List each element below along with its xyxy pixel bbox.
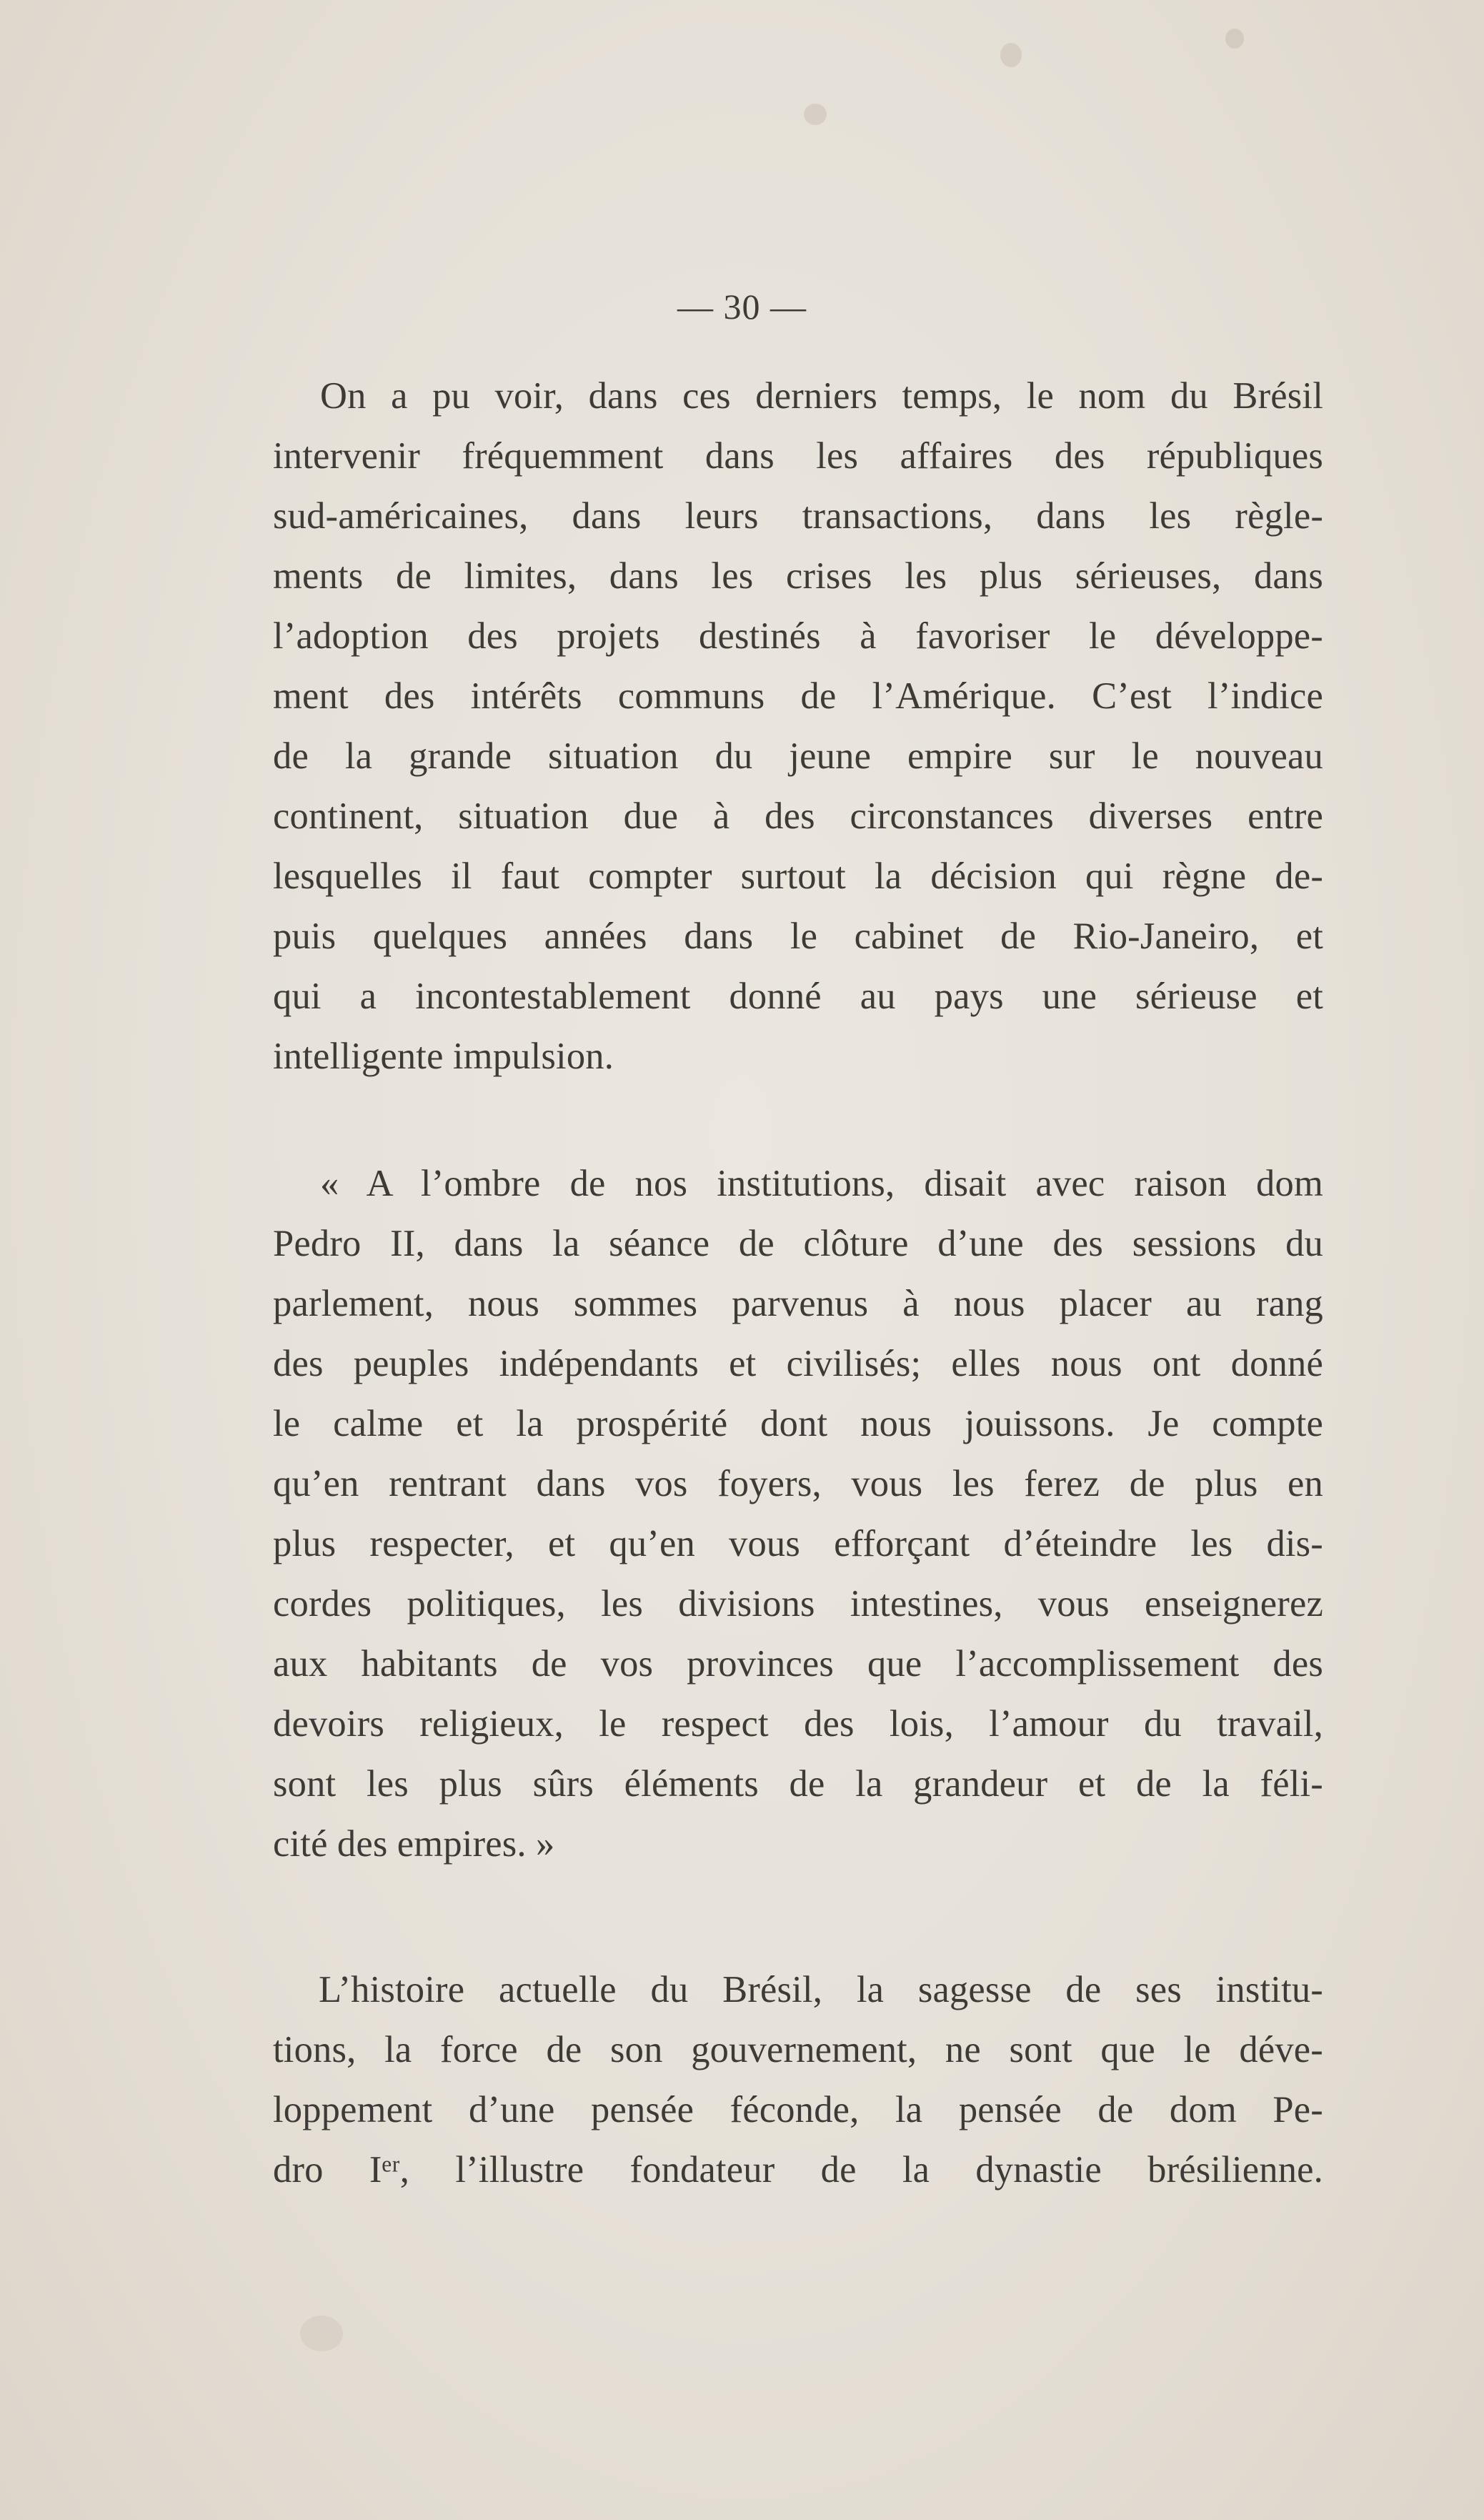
- paragraph-1: [273, 366, 1323, 1086]
- text-line: continent, situation due à des circonstances diverses entre: [273, 795, 1323, 837]
- text-line: plus respecter, et qu’en vous efforçant d’éteindre les dis-: [273, 1523, 1323, 1564]
- text-line: l’adoption des projets destinés à favoriser le développe-: [273, 615, 1323, 657]
- text-line: intelligente impulsion.: [273, 1036, 614, 1077]
- text-line: des peuples indépendants et civilisés; elles nous ont donné: [273, 1343, 1323, 1384]
- paper-stain: [1000, 43, 1022, 67]
- text-line: loppement d’une pensée féconde, la pensée de dom Pe-: [273, 2089, 1323, 2130]
- text-line: puis quelques années dans le cabinet de Rio-Janeiro, et: [273, 916, 1323, 957]
- paragraph-3: [273, 1960, 1323, 2200]
- text-line: ment des intérêts communs de l’Amérique. C’est l’indice: [273, 675, 1323, 717]
- text-line: parlement, nous sommes parvenus à nous placer au rang: [273, 1283, 1323, 1324]
- text-line: tions, la force de son gouvernement, ne sont que le déve-: [273, 2029, 1323, 2070]
- text-line: qu’en rentrant dans vos foyers, vous les ferez de plus en: [273, 1463, 1323, 1504]
- text-line: « A l’ombre de nos institutions, disait avec raison dom: [320, 1163, 1323, 1204]
- text-line: L’histoire actuelle du Brésil, la sagesse de ses institu-: [319, 1969, 1323, 2010]
- text-line: le calme et la prospérité dont nous jouissons. Je compte: [273, 1403, 1323, 1444]
- text-line: ments de limites, dans les crises les plus sérieuses, dans: [273, 555, 1323, 597]
- paper-stain: [300, 2316, 343, 2351]
- paper-stain: [1225, 29, 1244, 49]
- text-line: qui a incontestablement donné au pays une sérieuse et: [273, 976, 1323, 1017]
- paper-stain: [804, 104, 827, 125]
- text-line: lesquelles il faut compter surtout la décision qui règne de-: [273, 855, 1323, 897]
- text-line: intervenir fréquemment dans les affaires des républiques: [273, 435, 1323, 477]
- text-line: Pedro II, dans la séance de clôture d’une des sessions du: [273, 1223, 1323, 1264]
- text-line: sont les plus sûrs éléments de la grandeur et de la féli-: [273, 1763, 1323, 1805]
- text-line: de la grande situation du jeune empire sur le nouveau: [273, 735, 1323, 777]
- text-line: On a pu voir, dans ces derniers temps, le nom du Brésil: [320, 375, 1323, 417]
- text-line: sud-américaines, dans leurs transactions, dans les règle-: [273, 495, 1323, 537]
- page-number: — 30 —: [677, 287, 807, 327]
- paragraph-2: [273, 1154, 1323, 1874]
- text-line: dro Iᵉʳ, l’illustre fondateur de la dynastie brésilienne.: [273, 2149, 1323, 2191]
- text-line: cité des empires. »: [273, 1823, 555, 1865]
- text-line: aux habitants de vos provinces que l’accomplissement des: [273, 1643, 1323, 1685]
- text-line: devoirs religieux, le respect des lois, l’amour du travail,: [273, 1703, 1323, 1745]
- text-line: cordes politiques, les divisions intestines, vous enseignerez: [273, 1583, 1323, 1624]
